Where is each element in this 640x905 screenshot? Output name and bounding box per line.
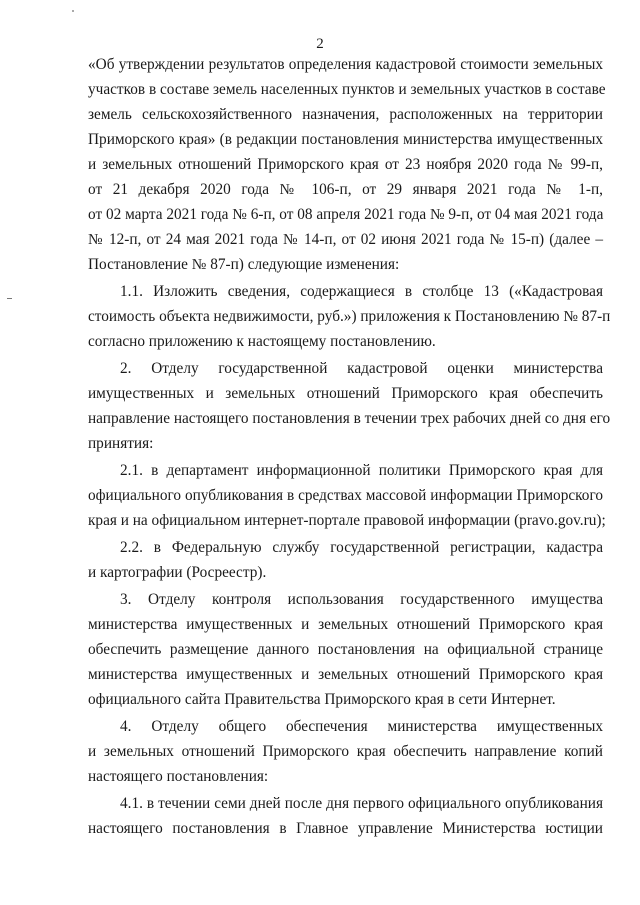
text-line: 2.1. в департамент информационной политики Приморского края для <box>120 462 603 479</box>
text-line: 2.2. в Федеральную службу государственной регистрации, кадастра <box>120 539 603 556</box>
text-line: и земельных отношений Приморского края от 23 ноября 2020 года № 99-п, <box>88 156 603 173</box>
text-line: от 21 декабря 2020 года № 106-п, от 29 января 2021 года № 1-п, <box>88 181 603 198</box>
text-line: официального опубликования в средствах массовой информации Приморского <box>88 487 603 504</box>
text-line: участков в составе земель населенных пунктов и земельных участков в составе <box>88 81 606 98</box>
text-line: 4.1. в течении семи дней после дня первого официального опубликования <box>120 795 603 812</box>
text-line: обеспечить размещение данного постановления на официальной странице <box>88 641 603 658</box>
text-line: министерства имущественных и земельных отношений Приморского края <box>88 616 603 633</box>
text-line: 1.1. Изложить сведения, содержащиеся в столбце 13 («Кадастровая <box>120 283 603 300</box>
text-line: настоящего постановления в Главное управление Министерства юстиции <box>88 820 603 837</box>
page-number: 2 <box>316 36 324 52</box>
text-line: и земельных отношений Приморского края обеспечить направление копий <box>88 743 603 760</box>
text-line: согласно приложению к настоящему постановлению. <box>88 333 436 350</box>
text-line: и картографии (Росреестр). <box>88 564 267 581</box>
text-line: 2. Отделу государственной кадастровой оценки министерства <box>120 360 603 377</box>
text-line: министерства имущественных и земельных отношений Приморского края <box>88 666 603 683</box>
text-line: принятия: <box>88 435 154 452</box>
scan-speck <box>72 10 74 12</box>
text-line: земель сельскохозяйственного назначения, расположенных на территории <box>88 106 603 123</box>
text-line: направление настоящего постановления в течении трех рабочих дней со дня его <box>88 410 611 427</box>
text-line: настоящего постановления: <box>88 768 269 785</box>
text-line: Постановление № 87-п) следующие изменения: <box>88 256 400 273</box>
text-line: официального сайта Правительства Приморского края в сети Интернет. <box>88 691 556 708</box>
text-line: Приморского края» (в редакции постановления министерства имущественных <box>88 131 603 148</box>
text-line: 4. Отделу общего обеспечения министерства имущественных <box>120 718 603 735</box>
text-line: стоимость объекта недвижимости, руб.») приложения к Постановлению № 87-п <box>88 308 611 325</box>
text-line: имущественных и земельных отношений Приморского края обеспечить <box>88 385 603 402</box>
scan-mark <box>7 298 12 299</box>
text-line: «Об утверждении результатов определения кадастровой стоимости земельных <box>88 56 603 73</box>
text-line: от 02 марта 2021 года № 6-п, от 08 апреля 2021 года № 9-п, от 04 мая 2021 года <box>88 206 604 223</box>
text-line: края и на официальном интернет-портале правовой информации (pravo.gov.ru); <box>88 512 606 529</box>
text-line: № 12-п, от 24 мая 2021 года № 14-п, от 02 июня 2021 года № 15-п) (далее – <box>88 231 603 248</box>
text-line: 3. Отделу контроля использования государственного имущества <box>120 591 603 608</box>
